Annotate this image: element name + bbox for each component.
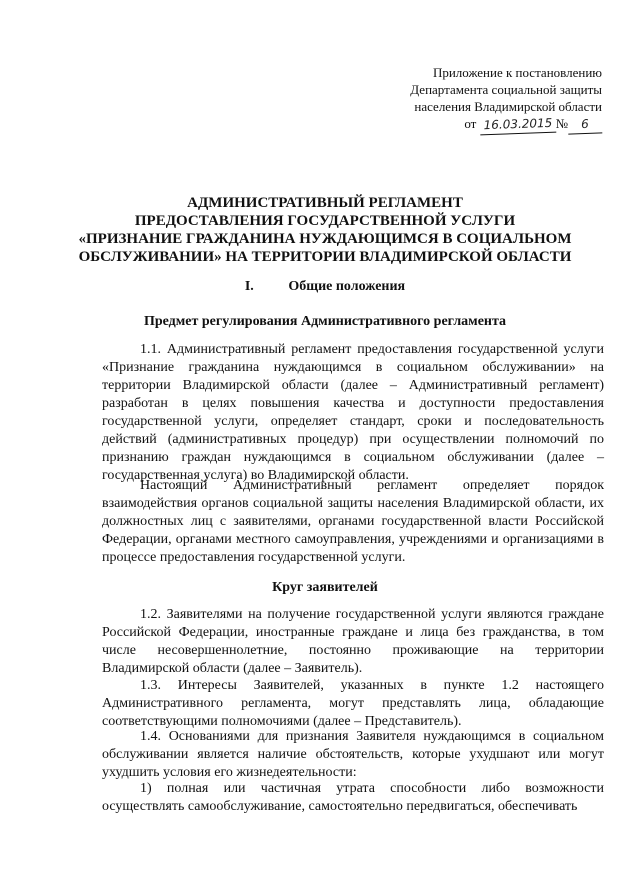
subsection-heading-subject: Предмет регулирования Административного регламента (143, 314, 507, 329)
title-line-3: «ПРИЗНАНИЕ ГРАЖДАНИНА НУЖДАЮЩИМСЯ В СОЦИАЛЬНОМ (78, 231, 572, 247)
title-line-1: АДМИНИСТРАТИВНЫЙ РЕГЛАМЕНТ (187, 195, 463, 211)
paragraph-1-1-cont: Настоящий Административный регламент определяет порядок взаимодействия органов социальной защиты населения Владимирской области, их должностных лиц с заявителями, органами государственной власти Российской Федерации, органами местного самоуправления, учреждениями и организациями в процессе предоставления государственной услуги. (102, 478, 604, 565)
document-title (60, 194, 590, 266)
title-line-4: ОБСЛУЖИВАНИИ» НА ТЕРРИТОРИИ ВЛАДИМИРСКОЙ ОБЛАСТИ (78, 249, 572, 265)
appendix-line-1: Приложение к постановлению (432, 65, 602, 80)
appendix-date-row (380, 115, 602, 134)
section-title: Общие положения (288, 279, 406, 294)
appendix-line-2: Департамента социальной защиты (410, 82, 602, 97)
appendix-line-3: населения Владимирской области (414, 99, 602, 114)
handwritten-date: 16.03.2015 (479, 115, 556, 136)
paragraph-1-2: 1.2. Заявителями на получение государственной услуги являются граждане Российской Федерации, иностранные граждане и лица без гражданства, в том числе несовершеннолетние, постоянно проживающие на территории Владимирской области (далее – Заявитель). (102, 607, 604, 676)
section-heading (60, 278, 590, 296)
title-line-2: ПРЕДОСТАВЛЕНИЯ ГОСУДАРСТВЕННОЙ УСЛУГИ (134, 213, 516, 229)
from-label: от (464, 116, 477, 131)
handwritten-number: 6 (568, 115, 603, 134)
paragraph-1-3: 1.3. Интересы Заявителей, указанных в пункте 1.2 настоящего Административного регламента, могут представлять лица, обладающие соответствующими полномочиями (далее – Представитель). (102, 678, 604, 729)
section-number: I. (244, 279, 254, 294)
subsection-heading-applicants: Круг заявителей (272, 580, 378, 595)
paragraph-1-1: 1.1. Административный регламент предоставления государственной услуги «Признание гражданина нуждающимся в социальном обслуживании» на территории Владимирской области (далее – Административный регламент) разработан в целях повышения качества и доступности предоставления государственной услуги, определяет стандарт, сроки и последовательность действий (административных процедур) при осуществлении полномочий по признанию граждан нуждающимся в социальном обслуживании (далее – государственная услуга) во Владимирской области. (102, 342, 604, 483)
number-label: № (555, 116, 568, 131)
appendix-note (380, 64, 602, 134)
paragraph-1-4-item-1: 1) полная или частичная утрата способности либо возможности осуществлять самообслуживание, самостоятельно передвигаться, обеспечивать (102, 781, 604, 814)
paragraph-1-4: 1.4. Основаниями для признания Заявителя нуждающимся в социальном обслуживании является наличие обстоятельств, которые ухудшают или могут ухудшить условия его жизнедеятельности: (102, 729, 604, 780)
